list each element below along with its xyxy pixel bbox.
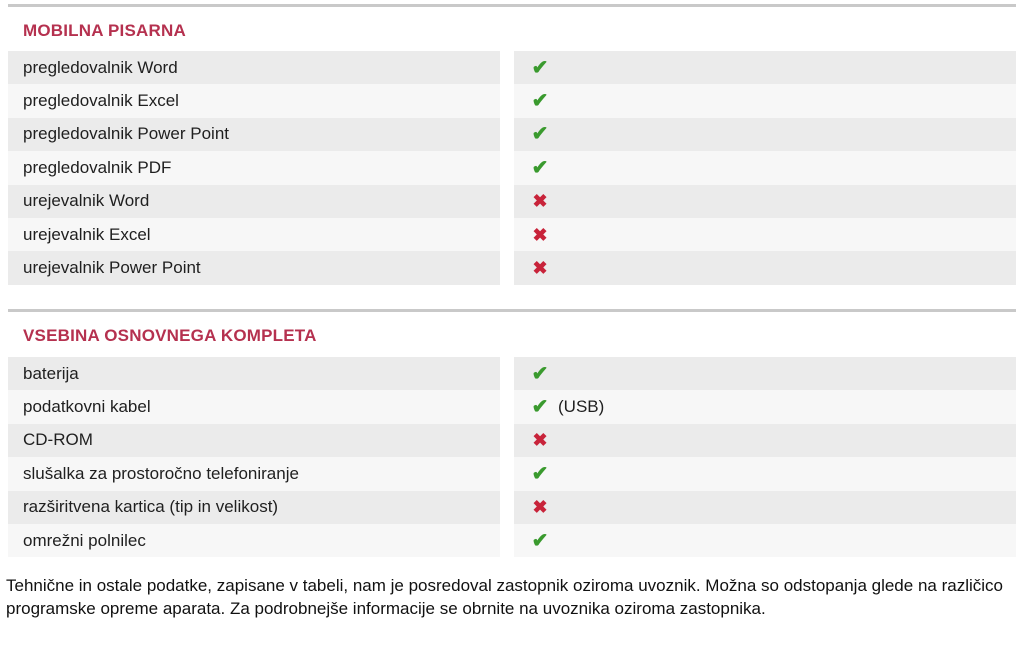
check-icon: ✔: [531, 462, 549, 485]
row-label: pregledovalnik Word: [8, 51, 500, 84]
section-title: MOBILNA PISARNA: [23, 21, 186, 40]
table-row: [8, 457, 1016, 490]
section-vsebina-kompleta: [8, 309, 1016, 557]
table-row: [8, 491, 1016, 524]
cross-icon: ✖: [532, 258, 548, 279]
row-value: [514, 218, 1016, 251]
row-value: [514, 524, 1016, 557]
cell-gap: [500, 390, 514, 423]
check-icon: ✔: [531, 529, 549, 552]
cell-gap: [500, 84, 514, 117]
footer-disclaimer: Tehnične in ostale podatke, zapisane v tabeli, nam je posredoval zastopnik oziroma uvoznik. Možna so odstopanja glede na različico programske opreme aparata. Za podrobnejše informacije se obrnite na uvoznika oziroma zastopnika.: [6, 576, 1003, 618]
cell-gap: [500, 218, 514, 251]
cross-icon: ✖: [532, 224, 548, 245]
table-row: [8, 390, 1016, 423]
table-row: [8, 151, 1016, 184]
row-value: [514, 151, 1016, 184]
cell-gap: [500, 118, 514, 151]
cell-gap: [500, 185, 514, 218]
row-label: urejevalnik Word: [8, 185, 500, 218]
check-icon: ✔: [531, 156, 549, 179]
row-label: pregledovalnik Excel: [8, 84, 500, 117]
row-label: urejevalnik Excel: [8, 218, 500, 251]
check-icon: ✔: [531, 90, 549, 113]
cell-gap: [500, 424, 514, 457]
cell-gap: [500, 357, 514, 390]
row-value: [514, 118, 1016, 151]
row-label: pregledovalnik Power Point: [8, 118, 500, 151]
row-value: [514, 185, 1016, 218]
cross-icon: ✖: [532, 191, 548, 212]
row-value: [514, 84, 1016, 117]
cell-gap: [500, 251, 514, 284]
value-note: (USB): [558, 397, 605, 417]
row-label: slušalka za prostoročno telefoniranje: [8, 457, 500, 490]
table-row: [8, 424, 1016, 457]
section-title: VSEBINA OSNOVNEGA KOMPLETA: [23, 326, 317, 345]
row-label: razširitvena kartica (tip in velikost): [8, 491, 500, 524]
table-row: [8, 84, 1016, 117]
cell-gap: [500, 491, 514, 524]
feature-table: [8, 51, 1016, 285]
cell-gap: [500, 524, 514, 557]
row-label: CD-ROM: [8, 424, 500, 457]
row-label: podatkovni kabel: [8, 390, 500, 423]
cross-icon: ✖: [532, 430, 548, 451]
row-value: [514, 51, 1016, 84]
table-row: [8, 185, 1016, 218]
row-label: baterija: [8, 357, 500, 390]
check-icon: ✔: [531, 56, 549, 79]
check-icon: ✔: [531, 362, 549, 385]
table-row: [8, 251, 1016, 284]
table-row: [8, 524, 1016, 557]
row-value: [514, 457, 1016, 490]
check-icon: ✔: [531, 396, 549, 419]
row-value: [514, 390, 1016, 423]
cell-gap: [500, 51, 514, 84]
cell-gap: [500, 151, 514, 184]
row-label: urejevalnik Power Point: [8, 251, 500, 284]
table-row: [8, 51, 1016, 84]
row-value: [514, 424, 1016, 457]
row-label: pregledovalnik PDF: [8, 151, 500, 184]
section-mobilna-pisarna: [8, 4, 1016, 285]
table-row: [8, 218, 1016, 251]
table-row: [8, 118, 1016, 151]
row-label: omrežni polnilec: [8, 524, 500, 557]
row-value: [514, 251, 1016, 284]
row-value: [514, 357, 1016, 390]
cross-icon: ✖: [532, 497, 548, 518]
table-row: [8, 357, 1016, 390]
row-value: [514, 491, 1016, 524]
check-icon: ✔: [531, 123, 549, 146]
package-table: [8, 357, 1016, 557]
cell-gap: [500, 457, 514, 490]
